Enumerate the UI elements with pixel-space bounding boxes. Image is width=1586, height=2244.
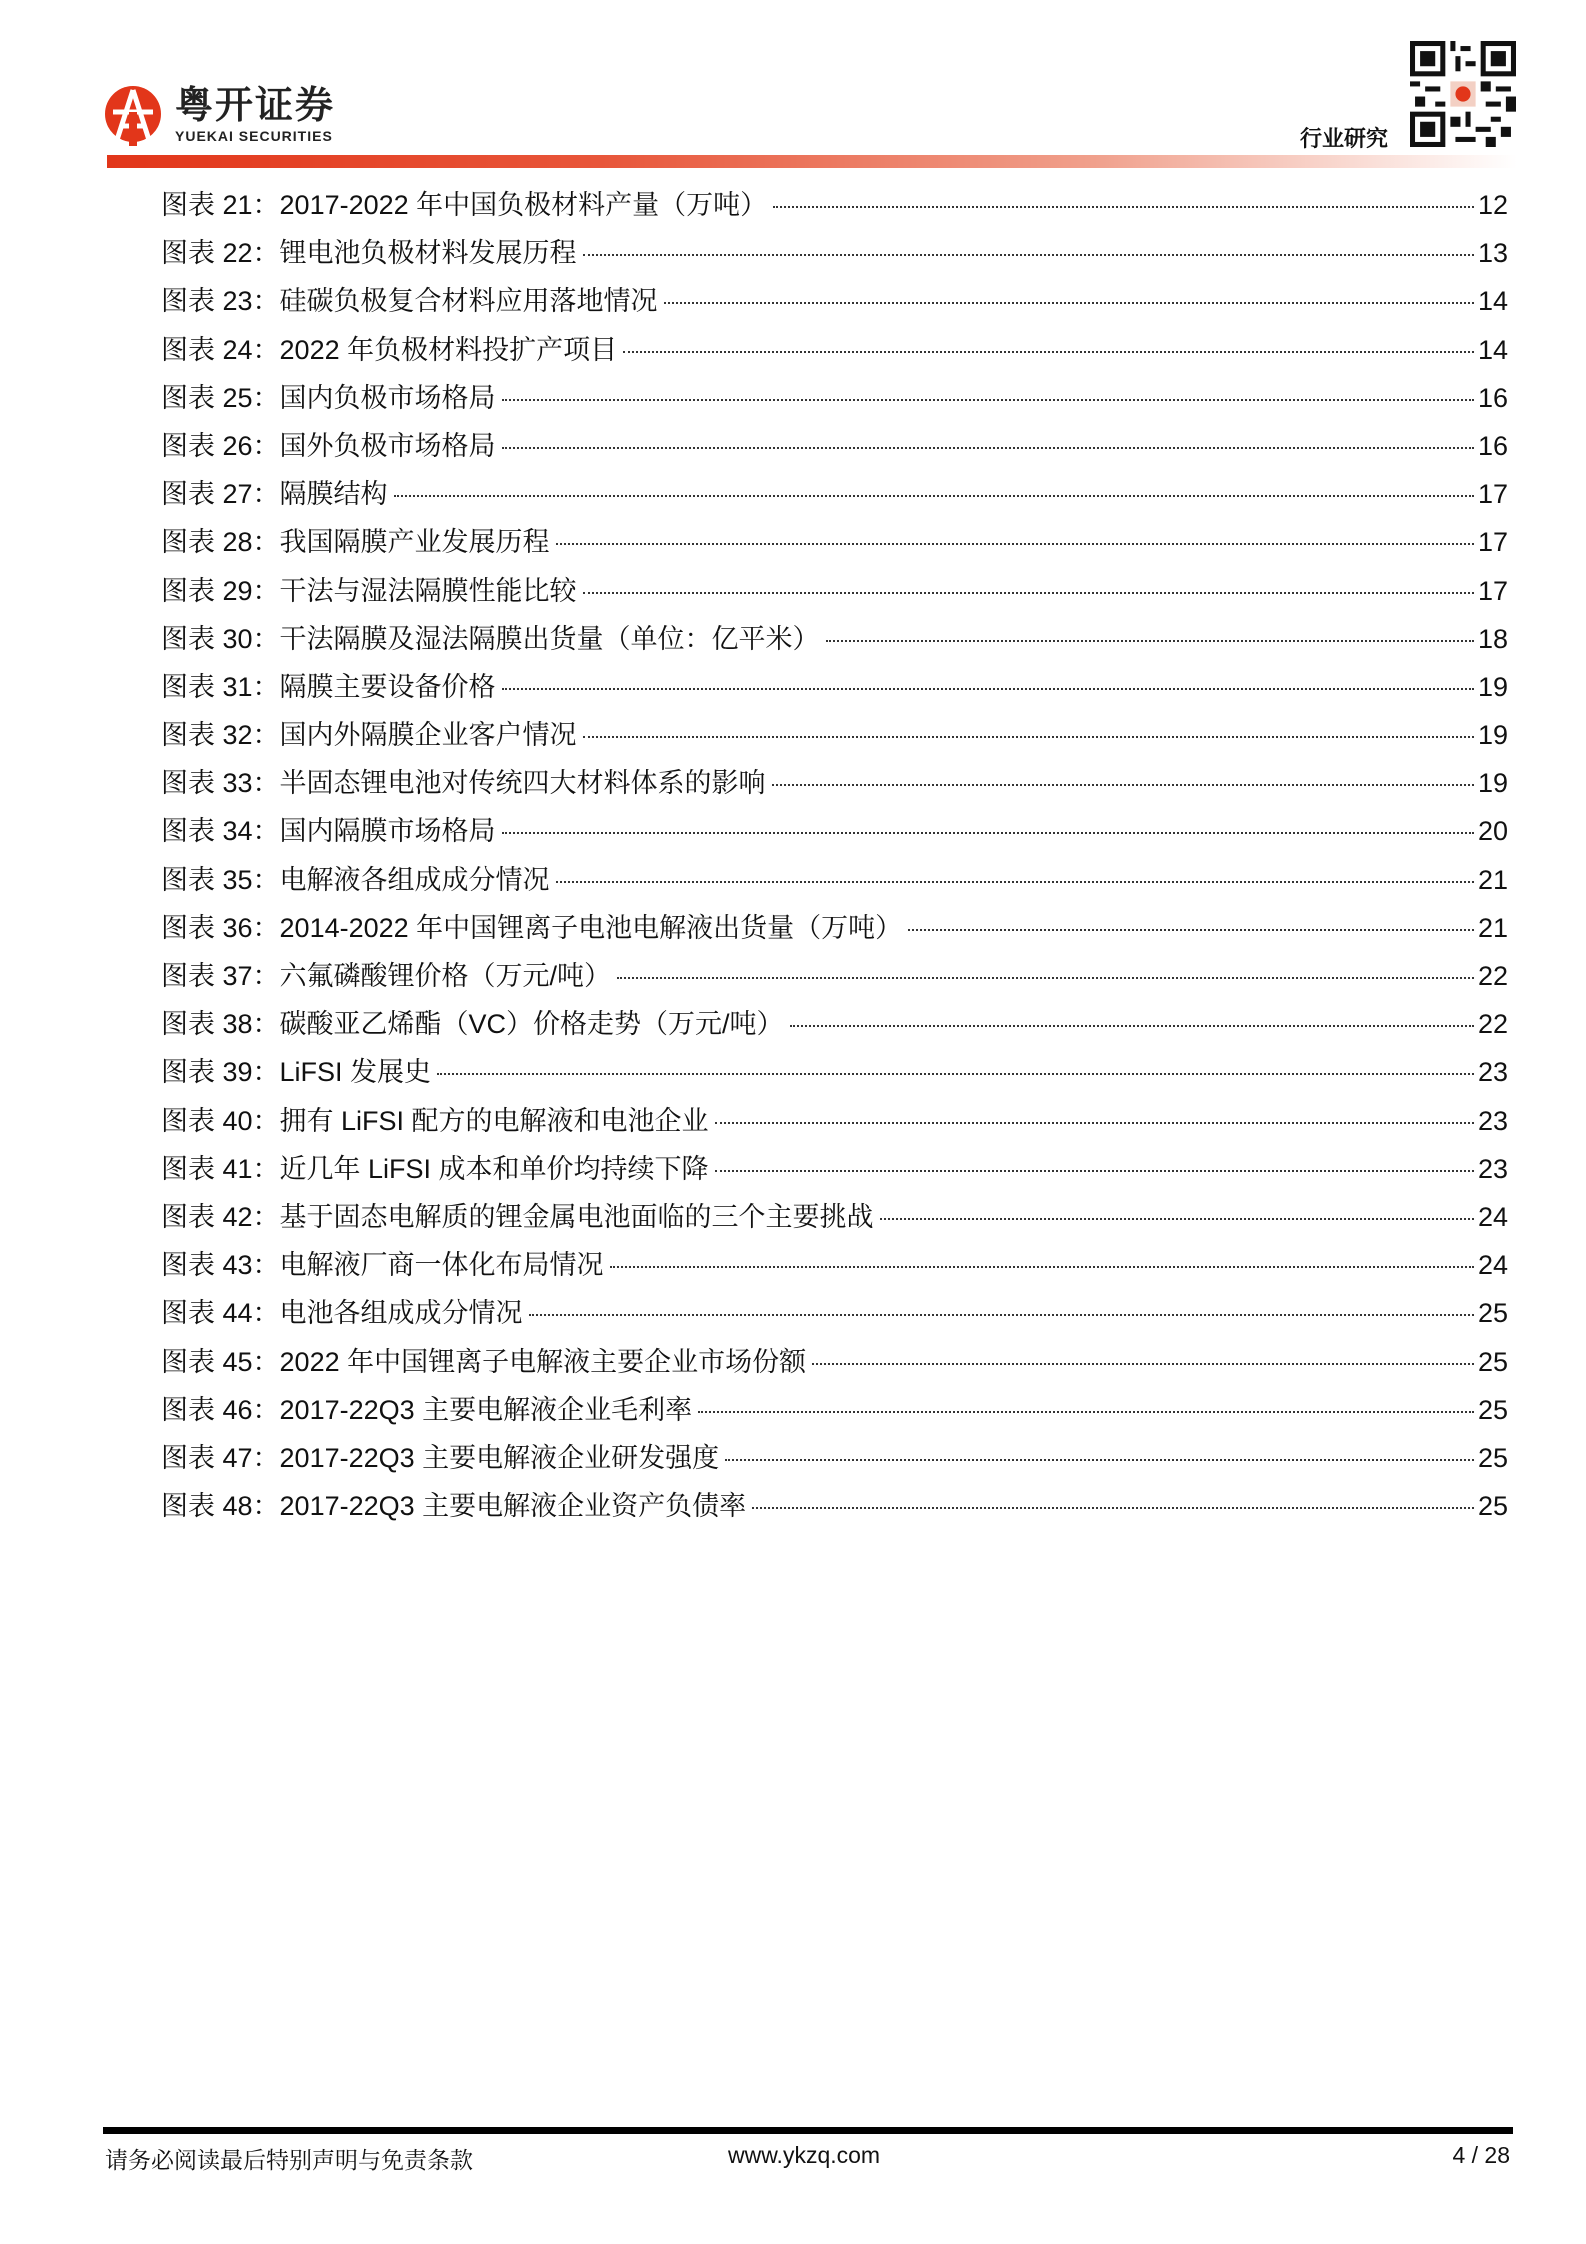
- toc-entry-title: 图表 34：国内隔膜市场格局: [161, 816, 496, 847]
- toc-entry-page: 21: [1477, 912, 1508, 943]
- toc-entry-page: 24: [1477, 1201, 1508, 1232]
- footer-disclaimer: 请务必阅读最后特别声明与免责条款: [105, 2147, 473, 2173]
- toc-entry-title: 图表 30：干法隔膜及湿法隔膜出货量（单位：亿平米）: [161, 623, 820, 654]
- toc-entry-title: 图表 21：2017-2022 年中国负极材料产量（万吨）: [161, 190, 768, 220]
- toc-entry-page: 21: [1477, 864, 1508, 895]
- toc-leader-dots: [826, 640, 1474, 642]
- toc-entry[interactable]: [161, 230, 1508, 278]
- toc-leader-dots: [610, 1266, 1474, 1268]
- toc-entry-title: 图表 41：近几年 LiFSI 成本和单价均持续下降: [161, 1153, 709, 1184]
- toc-leader-dots: [772, 784, 1474, 786]
- toc-entry-page: 25: [1477, 1298, 1508, 1329]
- toc-entry-title: 图表 40：拥有 LiFSI 配方的电解液和电池企业: [161, 1105, 709, 1136]
- toc-entry-title: 图表 46：2017-22Q3 主要电解液企业毛利率: [161, 1394, 693, 1425]
- logo-chinese-name: 粤开证券: [175, 85, 336, 127]
- toc-leader-dots: [556, 881, 1474, 883]
- toc-entry-page: 25: [1477, 1491, 1508, 1522]
- toc-leader-dots: [715, 1170, 1474, 1172]
- toc-entry-title: 图表 45：2022 年中国锂离子电解液主要企业市场份额: [161, 1346, 807, 1377]
- toc-leader-dots: [790, 1025, 1474, 1027]
- toc-entry-title: 图表 25：国内负极市场格局: [161, 382, 496, 413]
- toc-entry-title: 图表 44：电池各组成成分情况: [161, 1298, 523, 1329]
- toc-entry[interactable]: [161, 1290, 1508, 1338]
- toc-entry-title: 图表 24：2022 年负极材料投扩产项目: [161, 334, 618, 365]
- toc-entry-page: 23: [1477, 1057, 1508, 1088]
- toc-entry-title: 图表 37：六氟磷酸锂价格（万元/吨）: [161, 961, 612, 991]
- toc-entry[interactable]: [161, 327, 1508, 375]
- toc-leader-dots: [394, 495, 1474, 497]
- toc-entry-title: 图表 27：隔膜结构: [161, 479, 388, 510]
- toc-entry[interactable]: [161, 1339, 1508, 1387]
- toc-entry-page: 19: [1477, 720, 1508, 751]
- toc-entry-page: 19: [1477, 671, 1508, 702]
- toc-leader-dots: [502, 832, 1474, 834]
- toc-entry-title: 图表 29：干法与湿法隔膜性能比较: [161, 575, 577, 606]
- toc-entry[interactable]: [161, 568, 1508, 616]
- toc-entry-title: 图表 48：2017-22Q3 主要电解液企业资产负债率: [161, 1491, 747, 1522]
- logo-mark-icon: [103, 84, 163, 146]
- toc-entry-page: 23: [1477, 1105, 1508, 1136]
- toc-entry-page: 14: [1477, 334, 1508, 365]
- toc-entry[interactable]: [161, 471, 1508, 519]
- toc-leader-dots: [623, 351, 1474, 353]
- toc-entry-page: 12: [1477, 190, 1508, 220]
- toc-entry-title: 图表 39：LiFSI 发展史: [161, 1057, 432, 1088]
- toc-entry[interactable]: [161, 616, 1508, 664]
- toc-entry-page: 22: [1477, 1009, 1508, 1040]
- toc-entry[interactable]: [161, 1483, 1508, 1531]
- toc-entry[interactable]: [161, 760, 1508, 808]
- toc-entry-title: 图表 23：硅碳负极复合材料应用落地情况: [161, 286, 658, 317]
- page-indicator: 4 / 28: [1452, 2142, 1510, 2168]
- toc-entry-page: 25: [1477, 1394, 1508, 1425]
- company-logo: [103, 84, 363, 148]
- toc-entry-title: 图表 38：碳酸亚乙烯酯（VC）价格走势（万元/吨）: [161, 1009, 784, 1040]
- toc-entry-page: 22: [1477, 961, 1508, 991]
- toc-entry[interactable]: [161, 1435, 1508, 1483]
- logo-english-name: YUEKAI SECURITIES: [175, 128, 333, 144]
- toc-leader-dots: [725, 1459, 1474, 1461]
- toc-entry[interactable]: [161, 1242, 1508, 1290]
- toc-leader-dots: [752, 1507, 1474, 1509]
- header-divider: [107, 155, 1517, 168]
- toc-entry-title: 图表 31：隔膜主要设备价格: [161, 671, 496, 702]
- toc-entry-title: 图表 22：锂电池负极材料发展历程: [161, 238, 577, 269]
- toc-entry-page: 14: [1477, 286, 1508, 317]
- toc-entry-title: 图表 42：基于固态电解质的锂金属电池面临的三个主要挑战: [161, 1201, 874, 1232]
- toc-entry-page: 20: [1477, 816, 1508, 847]
- toc-entry[interactable]: [161, 182, 1508, 230]
- toc-entry-page: 17: [1477, 527, 1508, 558]
- toc-entry[interactable]: [161, 712, 1508, 760]
- toc-leader-dots: [773, 206, 1474, 208]
- toc-entry[interactable]: [161, 1098, 1508, 1146]
- toc-entry-page: 25: [1477, 1442, 1508, 1473]
- toc-leader-dots: [502, 447, 1474, 449]
- toc-entry-title: 图表 32：国内外隔膜企业客户情况: [161, 720, 577, 751]
- toc-leader-dots: [502, 399, 1474, 401]
- toc-entry[interactable]: [161, 1194, 1508, 1242]
- toc-entry-title: 图表 26：国外负极市场格局: [161, 430, 496, 461]
- toc-entry-page: 19: [1477, 768, 1508, 799]
- toc-leader-dots: [583, 254, 1474, 256]
- toc-leader-dots: [556, 543, 1474, 545]
- toc-leader-dots: [502, 688, 1474, 690]
- toc-leader-dots: [715, 1122, 1474, 1124]
- toc-entry-page: 17: [1477, 575, 1508, 606]
- toc-entry[interactable]: [161, 857, 1508, 905]
- toc-leader-dots: [583, 592, 1474, 594]
- toc-entry-page: 13: [1477, 238, 1508, 269]
- footer-divider: [103, 2127, 1513, 2134]
- toc-leader-dots: [664, 302, 1474, 304]
- toc-entry-page: 23: [1477, 1153, 1508, 1184]
- toc-entry-page: 17: [1477, 479, 1508, 510]
- toc-entry-title: 图表 47：2017-22Q3 主要电解液企业研发强度: [161, 1442, 720, 1473]
- toc-entry[interactable]: [161, 375, 1508, 423]
- toc-entry-title: 图表 33：半固态锂电池对传统四大材料体系的影响: [161, 768, 766, 799]
- qr-code-icon: [1410, 40, 1516, 148]
- toc-leader-dots: [437, 1073, 1474, 1075]
- toc-entry[interactable]: [161, 423, 1508, 471]
- toc-leader-dots: [880, 1218, 1474, 1220]
- toc-leader-dots: [617, 977, 1474, 979]
- toc-leader-dots: [698, 1411, 1474, 1413]
- toc-entry-title: 图表 36：2014-2022 年中国锂离子电池电解液出货量（万吨）: [161, 912, 903, 943]
- toc-entry[interactable]: [161, 664, 1508, 712]
- toc-leader-dots: [812, 1363, 1474, 1365]
- footer-website-link[interactable]: www.ykzq.com: [728, 2142, 881, 2168]
- toc-entry-title: 图表 28：我国隔膜产业发展历程: [161, 527, 550, 558]
- toc-entry[interactable]: [161, 808, 1508, 856]
- toc-entry-page: 16: [1477, 382, 1508, 413]
- toc-entry[interactable]: [161, 953, 1508, 1001]
- toc-entry[interactable]: [161, 1049, 1508, 1097]
- toc-entry-page: 25: [1477, 1346, 1508, 1377]
- toc-entry-page: 18: [1477, 623, 1508, 654]
- toc-entry[interactable]: [161, 905, 1508, 953]
- toc-entry[interactable]: [161, 278, 1508, 326]
- toc-entry[interactable]: [161, 519, 1508, 567]
- toc-leader-dots: [908, 929, 1474, 931]
- toc-entry[interactable]: [161, 1001, 1508, 1049]
- toc-entry-page: 24: [1477, 1250, 1508, 1281]
- toc-entry-title: 图表 35：电解液各组成成分情况: [161, 864, 550, 895]
- toc-entry-page: 16: [1477, 430, 1508, 461]
- section-label: 行业研究: [1300, 126, 1389, 151]
- toc-entry[interactable]: [161, 1146, 1508, 1194]
- table-of-figures: [161, 182, 1508, 1531]
- toc-entry-title: 图表 43：电解液厂商一体化布局情况: [161, 1250, 604, 1281]
- toc-leader-dots: [583, 736, 1474, 738]
- toc-leader-dots: [529, 1314, 1474, 1316]
- toc-entry[interactable]: [161, 1387, 1508, 1435]
